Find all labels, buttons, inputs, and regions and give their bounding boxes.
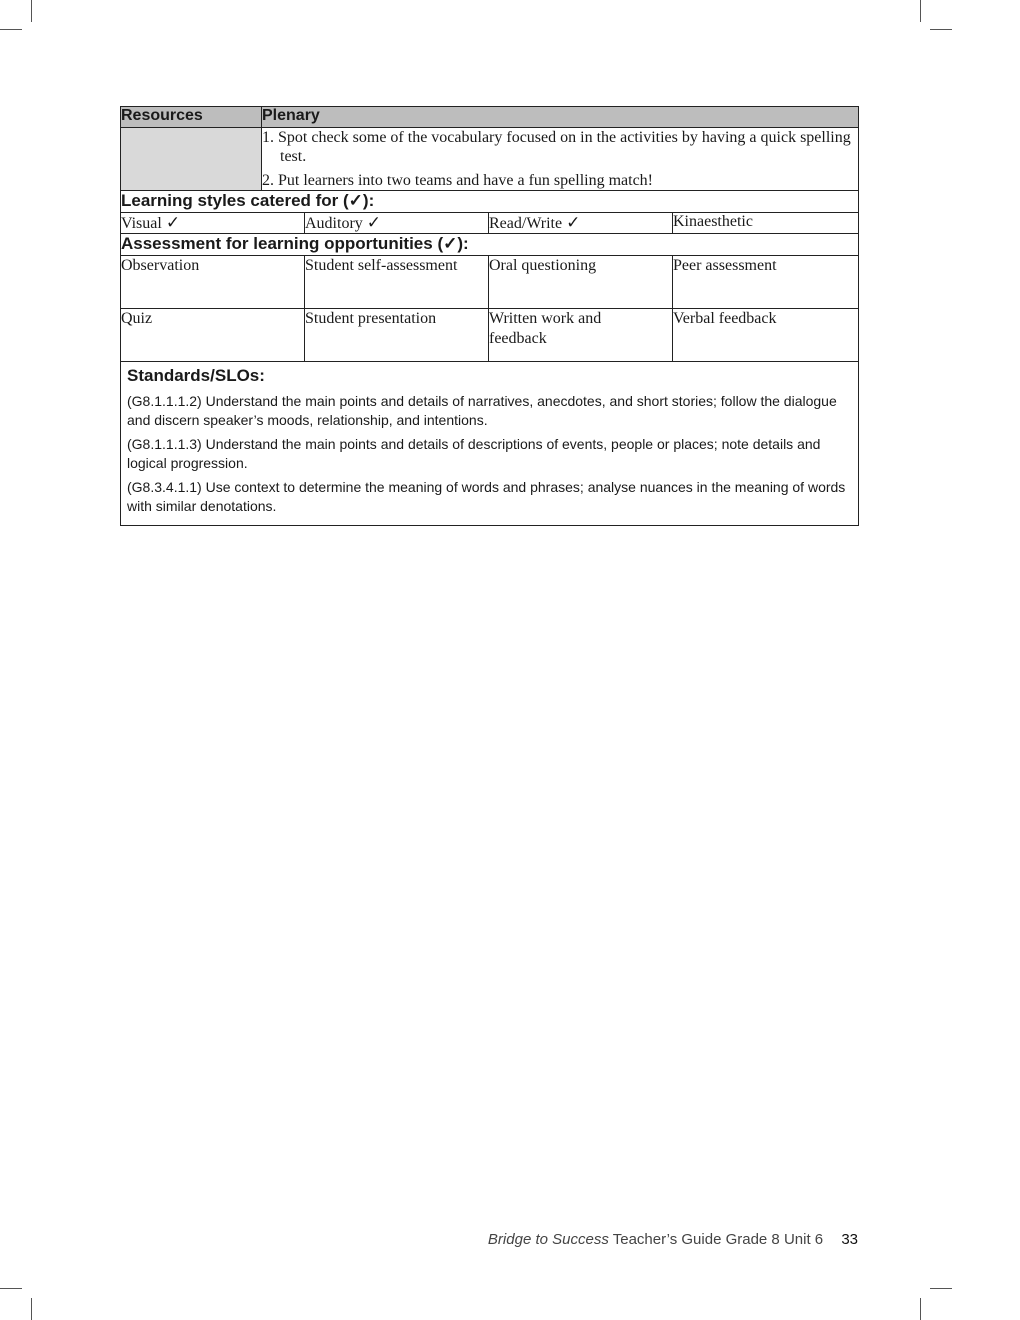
standards-row bbox=[121, 362, 859, 526]
standard-item: (G8.1.1.1.3) Understand the main points and details of descriptions of events, people or places; note details and logical progression. bbox=[127, 436, 821, 471]
assessment-option: Observation bbox=[121, 256, 305, 309]
crop-mark bbox=[0, 1288, 22, 1289]
assessment-title-row bbox=[121, 234, 859, 256]
resources-header: Resources bbox=[121, 107, 262, 128]
footer-guide-title: Teacher’s Guide Grade 8 Unit 6 bbox=[612, 1231, 824, 1248]
assessment-option: Student presentation bbox=[305, 309, 489, 362]
lesson-plan-table bbox=[120, 106, 859, 526]
standard-item: (G8.1.1.1.2) Understand the main points and details of narratives, anecdotes, and short stories; follow the dialogue and discern speaker’s moods, relationship, and intentions. bbox=[127, 393, 837, 428]
assessment-option: Peer assessment bbox=[673, 256, 859, 309]
learning-style-visual bbox=[121, 213, 305, 234]
page-footer bbox=[488, 1231, 858, 1248]
standard-item: (G8.3.4.1.1) Use context to determine the meaning of words and phrases; analyse nuances in the meaning of words with similar denotations. bbox=[127, 479, 846, 514]
learning-styles-row bbox=[121, 213, 859, 234]
assessment-option: Quiz bbox=[121, 309, 305, 362]
footer-series-title: Bridge to Success bbox=[487, 1231, 609, 1248]
learning-style-read-write bbox=[489, 213, 673, 234]
assessment-option: Oral questioning bbox=[489, 256, 673, 309]
crop-mark bbox=[920, 1298, 921, 1320]
resources-cell bbox=[121, 128, 262, 191]
assessment-row bbox=[121, 309, 859, 362]
plenary-item: 2. Put learners into two teams and have a fun spelling match! bbox=[262, 172, 654, 189]
learning-styles-title-row bbox=[121, 191, 859, 213]
crop-mark bbox=[31, 0, 32, 22]
assessment-row bbox=[121, 256, 859, 309]
header-row bbox=[121, 107, 859, 128]
assessment-option: Written work and feedback bbox=[489, 309, 673, 362]
learning-style-label: Read/Write bbox=[489, 215, 563, 232]
assessment-title: Assessment for learning opportunities (✓): bbox=[121, 234, 859, 256]
plenary-item: 1. Spot check some of the vocabulary focused on in the activities by having a quick spelling test. bbox=[262, 129, 851, 165]
learning-style-label: Visual bbox=[121, 215, 162, 232]
checkmark-icon: ✓ bbox=[566, 213, 581, 233]
standards-title: Standards/SLOs: bbox=[127, 366, 265, 385]
assessment-option: Verbal feedback bbox=[673, 309, 859, 362]
learning-style-kinaesthetic bbox=[673, 213, 859, 234]
crop-mark bbox=[930, 1288, 952, 1289]
standards-list bbox=[121, 392, 858, 525]
checkmark-icon: ✓ bbox=[366, 213, 382, 233]
learning-style-auditory bbox=[305, 213, 489, 234]
plenary-list bbox=[262, 128, 858, 190]
crop-mark bbox=[930, 29, 952, 30]
assessment-option: Student self-assessment bbox=[305, 256, 489, 309]
crop-mark bbox=[920, 0, 921, 22]
page-number: 33 bbox=[841, 1231, 858, 1248]
learning-style-label: Auditory bbox=[305, 215, 363, 232]
crop-mark bbox=[0, 29, 22, 30]
crop-mark bbox=[31, 1298, 32, 1320]
plenary-row bbox=[121, 128, 859, 191]
plenary-cell bbox=[262, 128, 859, 191]
plenary-header: Plenary bbox=[262, 107, 859, 128]
standards-cell bbox=[121, 362, 859, 526]
checkmark-icon: ✓ bbox=[165, 213, 181, 233]
learning-style-label: Kinaesthetic bbox=[673, 213, 753, 230]
learning-styles-title: Learning styles catered for (✓): bbox=[121, 191, 859, 213]
